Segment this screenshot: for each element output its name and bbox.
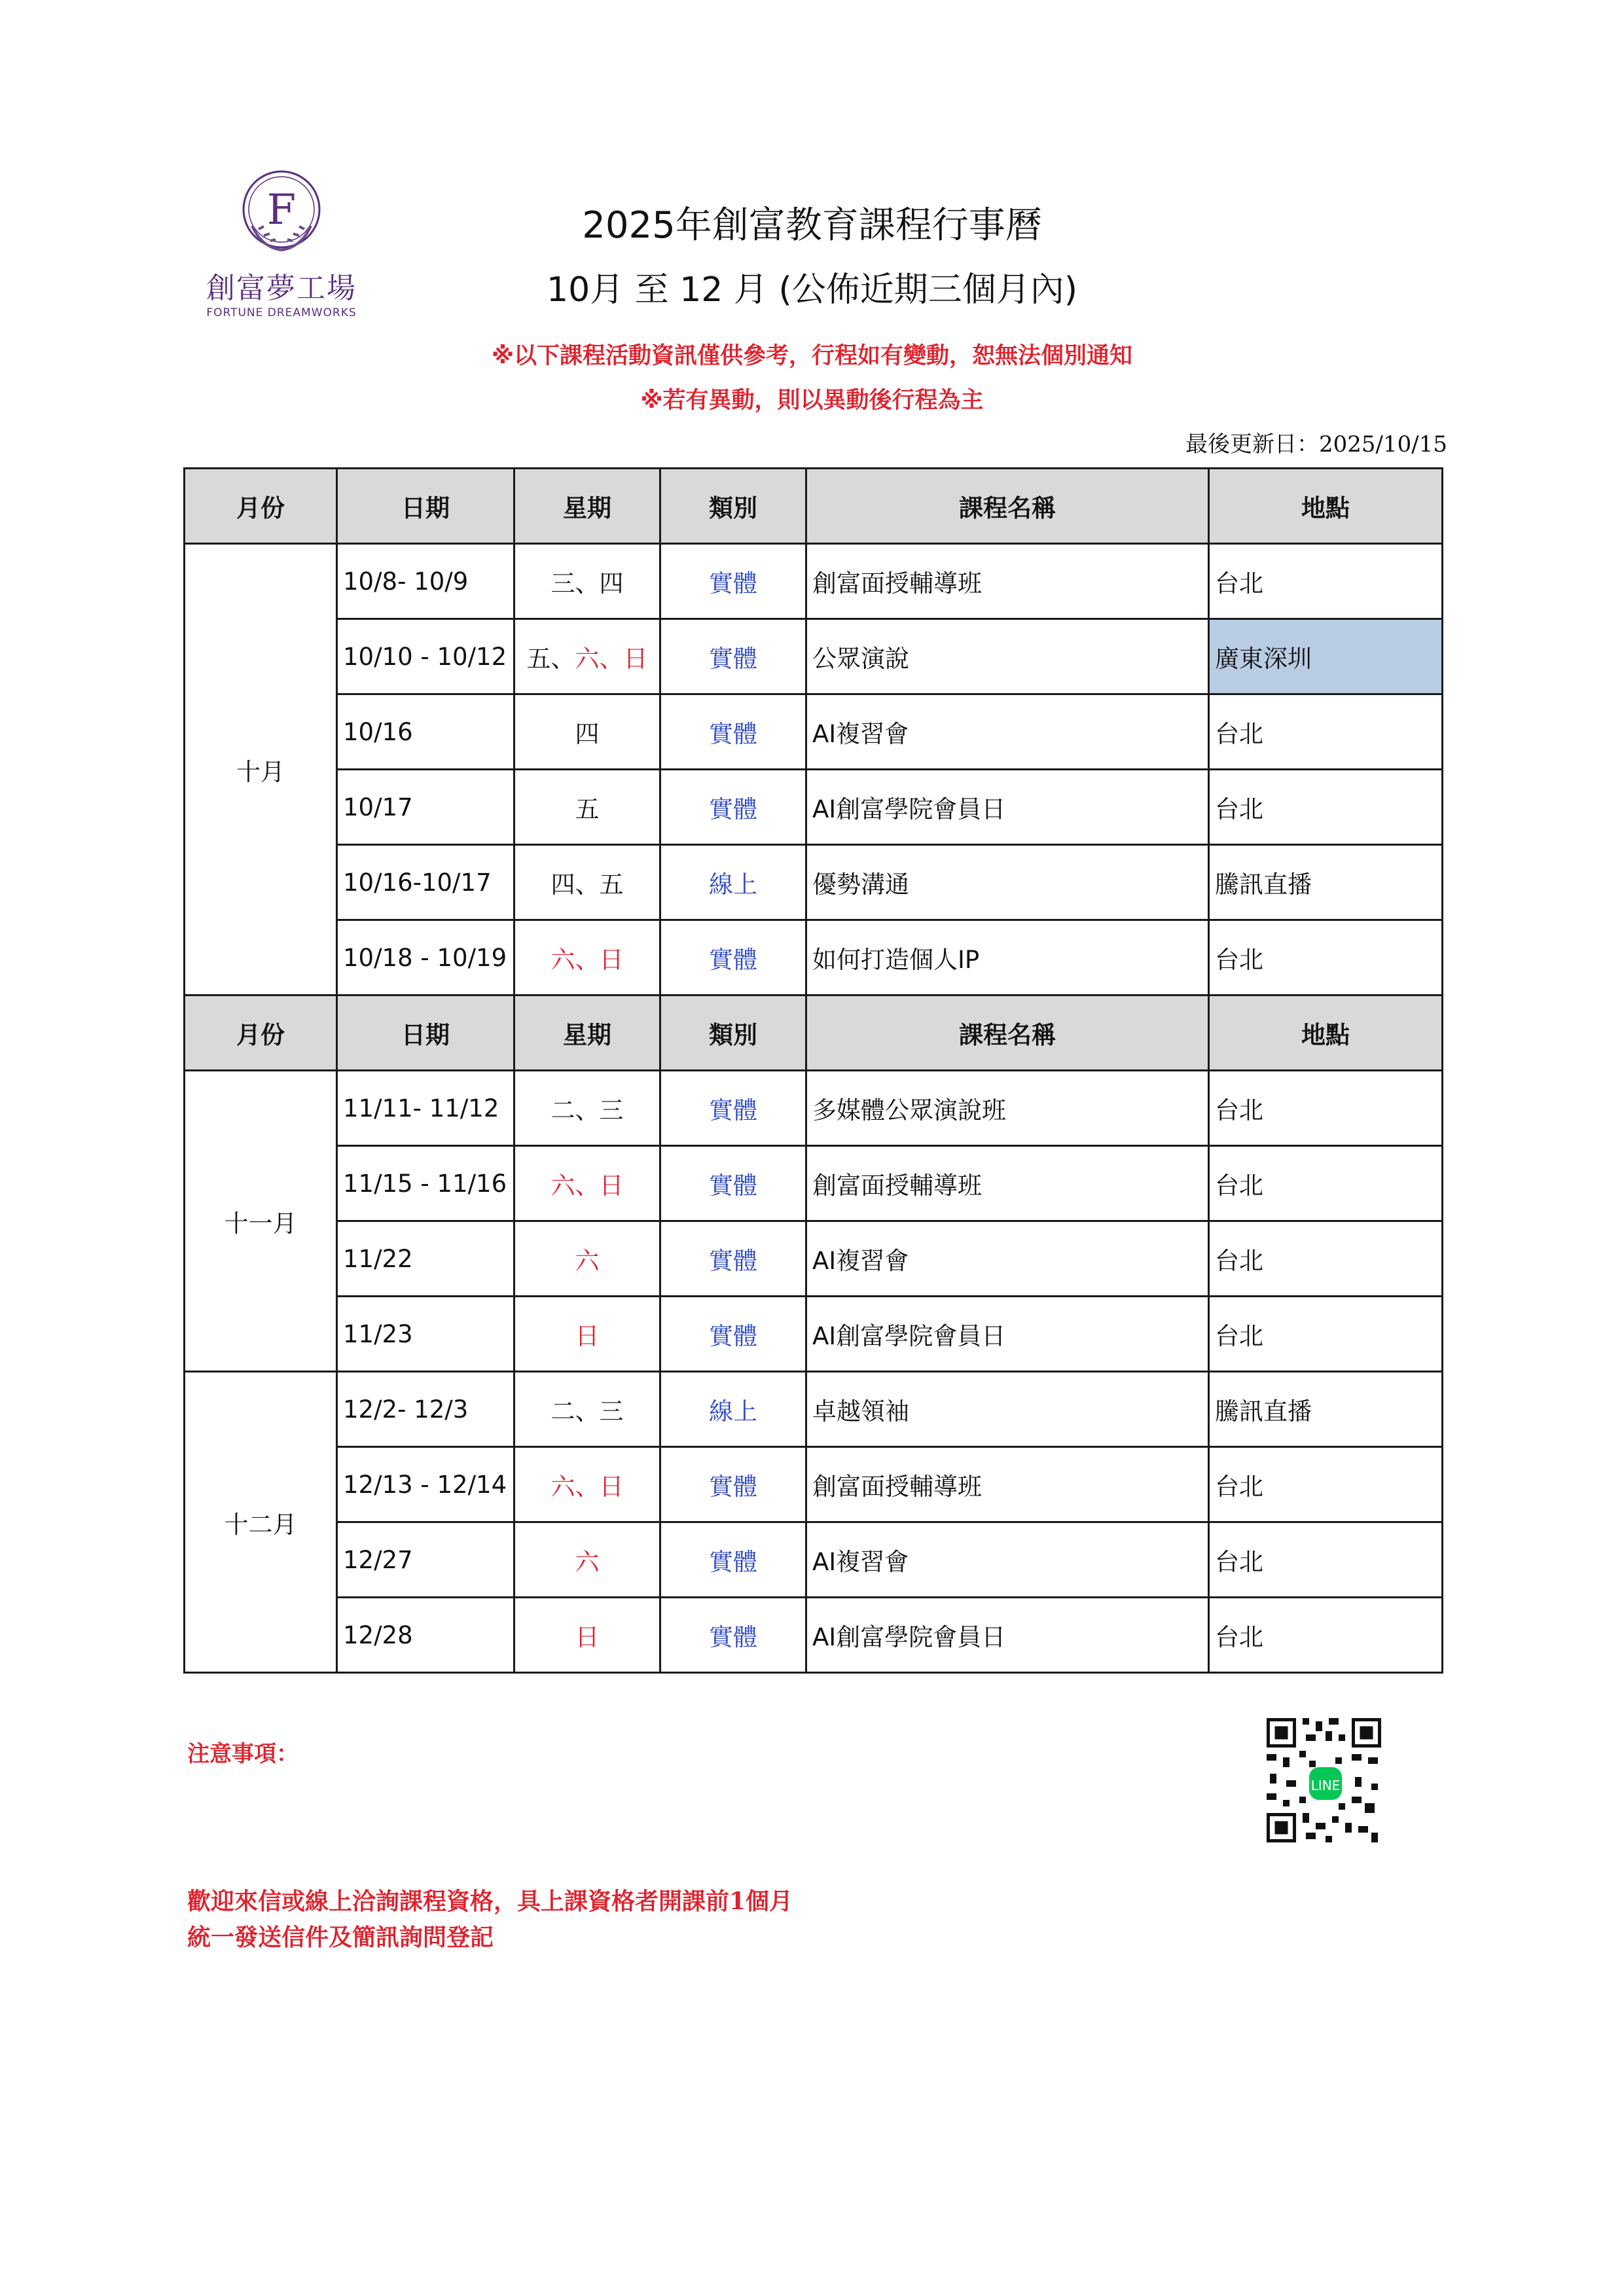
weekday-text: 六、日: [550, 1172, 624, 1200]
date-cell: 11/11- 11/12: [337, 1071, 514, 1146]
type-cell: 實體: [660, 1146, 806, 1221]
month-cell: 十二月: [185, 1372, 337, 1673]
weekday-text: 三、四: [550, 569, 624, 598]
location-cell: 台北: [1209, 1221, 1443, 1297]
date-cell: 10/16-10/17: [337, 845, 514, 920]
table-row: [185, 770, 1443, 845]
table-header-row: [185, 996, 1443, 1071]
course-cell: AI創富學院會員日: [806, 1297, 1209, 1372]
type-cell: 實體: [660, 1522, 806, 1598]
footer-note: [187, 1884, 793, 1956]
column-header: 日期: [337, 996, 514, 1071]
course-cell: 創富面授輔導班: [806, 1146, 1209, 1221]
location-cell: 台北: [1209, 544, 1443, 619]
column-header: 日期: [337, 469, 514, 544]
course-cell: 如何打造個人IP: [806, 920, 1209, 996]
location-cell: 台北: [1209, 1598, 1443, 1673]
svg-text:F: F: [266, 186, 297, 234]
type-cell: 實體: [660, 1071, 806, 1146]
type-cell: 實體: [660, 1447, 806, 1522]
course-cell: 公眾演說: [806, 619, 1209, 694]
date-cell: 10/17: [337, 770, 514, 845]
logo-name-en: FORTUNE DREAMWORKS: [206, 306, 357, 319]
weekday-cell: [514, 544, 660, 619]
column-header: 課程名稱: [806, 996, 1209, 1071]
course-cell: 多媒體公眾演說班: [806, 1071, 1209, 1146]
weekday-text: 六、日: [550, 1473, 624, 1501]
month-cell: 十一月: [185, 1071, 337, 1372]
date-cell: 12/2- 12/3: [337, 1372, 514, 1447]
weekday-text: 日: [575, 1623, 600, 1651]
type-cell: 實體: [660, 694, 806, 770]
location-cell: 台北: [1209, 1297, 1443, 1372]
location-cell: 台北: [1209, 1146, 1443, 1221]
line-qr-code-icon: [1263, 1715, 1384, 1846]
weekday-cell: [514, 1297, 660, 1372]
course-cell: 創富面授輔導班: [806, 1447, 1209, 1522]
weekday-text: 四: [575, 720, 600, 748]
table-row: [185, 544, 1443, 619]
weekday-text: 六: [575, 1247, 600, 1275]
column-header: 月份: [185, 469, 337, 544]
weekday-cell: [514, 1522, 660, 1598]
table-row: [185, 1598, 1443, 1673]
weekday-cell: [514, 1221, 660, 1297]
logo-name-cn: 創富夢工場: [206, 272, 357, 305]
date-cell: 11/22: [337, 1221, 514, 1297]
column-header: 地點: [1209, 469, 1443, 544]
column-header: 星期: [514, 996, 660, 1071]
table-row: [185, 920, 1443, 996]
column-header: 類別: [660, 469, 806, 544]
last-updated: 最後更新日：2025/10/15: [1185, 431, 1447, 457]
location-cell: 台北: [1209, 770, 1443, 845]
svg-text:LINE: LINE: [1310, 1778, 1341, 1793]
course-cell: AI創富學院會員日: [806, 770, 1209, 845]
type-cell: 實體: [660, 1297, 806, 1372]
course-cell: 優勢溝通: [806, 845, 1209, 920]
month-cell: 十月: [185, 544, 337, 996]
date-cell: 10/18 - 10/19: [337, 920, 514, 996]
weekday-cell: [514, 845, 660, 920]
location-cell: 台北: [1209, 920, 1443, 996]
weekday-cell: [514, 1146, 660, 1221]
weekday-cell: [514, 1071, 660, 1146]
table-row: [185, 1372, 1443, 1447]
notice-1: ※以下課程活動資訊僅供參考，行程如有變動，恕無法個別通知: [491, 343, 1133, 369]
location-cell: 廣東深圳: [1209, 619, 1443, 694]
type-cell: 實體: [660, 619, 806, 694]
date-cell: 10/10 - 10/12: [337, 619, 514, 694]
type-cell: 實體: [660, 770, 806, 845]
page-title: 2025年創富教育課程行事曆: [582, 204, 1042, 247]
weekday-cell: [514, 1447, 660, 1522]
location-cell: 騰訊直播: [1209, 845, 1443, 920]
table-row: [185, 845, 1443, 920]
date-cell: 11/23: [337, 1297, 514, 1372]
location-cell: 台北: [1209, 694, 1443, 770]
table-row: [185, 1297, 1443, 1372]
schedule-table: [183, 467, 1443, 1674]
weekday-text: 五、: [526, 645, 575, 673]
footer-line-1: 歡迎來信或線上洽詢課程資格，具上課資格者開課前1個月: [187, 1888, 793, 1915]
table-header-row: [185, 469, 1443, 544]
type-cell: 實體: [660, 544, 806, 619]
weekday-text: 五: [575, 795, 600, 823]
attention-label: 注意事項：: [187, 1741, 298, 1767]
type-cell: 實體: [660, 920, 806, 996]
weekday-text: 四、五: [550, 870, 624, 899]
weekday-cell: [514, 619, 660, 694]
table-row: [185, 1522, 1443, 1598]
footer-line-2: 統一發送信件及簡訊詢問登記: [187, 1924, 494, 1951]
course-cell: 創富面授輔導班: [806, 544, 1209, 619]
column-header: 類別: [660, 996, 806, 1071]
column-header: 星期: [514, 469, 660, 544]
date-cell: 12/27: [337, 1522, 514, 1598]
column-header: 地點: [1209, 996, 1443, 1071]
weekday-cell: [514, 1372, 660, 1447]
date-cell: 10/8- 10/9: [337, 544, 514, 619]
table-row: [185, 619, 1443, 694]
table-row: [185, 1146, 1443, 1221]
course-cell: AI複習會: [806, 694, 1209, 770]
course-cell: 卓越領袖: [806, 1372, 1209, 1447]
location-cell: 台北: [1209, 1522, 1443, 1598]
table-row: [185, 1447, 1443, 1522]
weekday-cell: [514, 770, 660, 845]
date-cell: 11/15 - 11/16: [337, 1146, 514, 1221]
type-cell: 線上: [660, 845, 806, 920]
weekday-cell: [514, 920, 660, 996]
weekday-text: 六、日: [550, 946, 624, 974]
location-cell: 台北: [1209, 1447, 1443, 1522]
table-row: [185, 694, 1443, 770]
course-cell: AI創富學院會員日: [806, 1598, 1209, 1673]
course-cell: AI複習會: [806, 1522, 1209, 1598]
location-cell: 台北: [1209, 1071, 1443, 1146]
course-cell: AI複習會: [806, 1221, 1209, 1297]
weekday-text: 二、三: [550, 1397, 624, 1426]
page-subtitle: 10月 至 12 月 (公佈近期三個月內): [546, 270, 1078, 310]
type-cell: 線上: [660, 1372, 806, 1447]
weekday-text: 日: [575, 1322, 600, 1350]
weekday-cell: [514, 1598, 660, 1673]
location-cell: 騰訊直播: [1209, 1372, 1443, 1447]
date-cell: 12/28: [337, 1598, 514, 1673]
notice-2: ※若有異動，則以異動後行程為主: [640, 387, 984, 414]
type-cell: 實體: [660, 1221, 806, 1297]
date-cell: 10/16: [337, 694, 514, 770]
weekday-text: 六: [575, 1548, 600, 1576]
table-row: [185, 1071, 1443, 1146]
weekday-text: 六、日: [575, 645, 648, 673]
weekday-text: 二、三: [550, 1096, 624, 1124]
column-header: 課程名稱: [806, 469, 1209, 544]
weekday-cell: [514, 694, 660, 770]
type-cell: 實體: [660, 1598, 806, 1673]
date-cell: 12/13 - 12/14: [337, 1447, 514, 1522]
column-header: 月份: [185, 996, 337, 1071]
table-row: [185, 1221, 1443, 1297]
